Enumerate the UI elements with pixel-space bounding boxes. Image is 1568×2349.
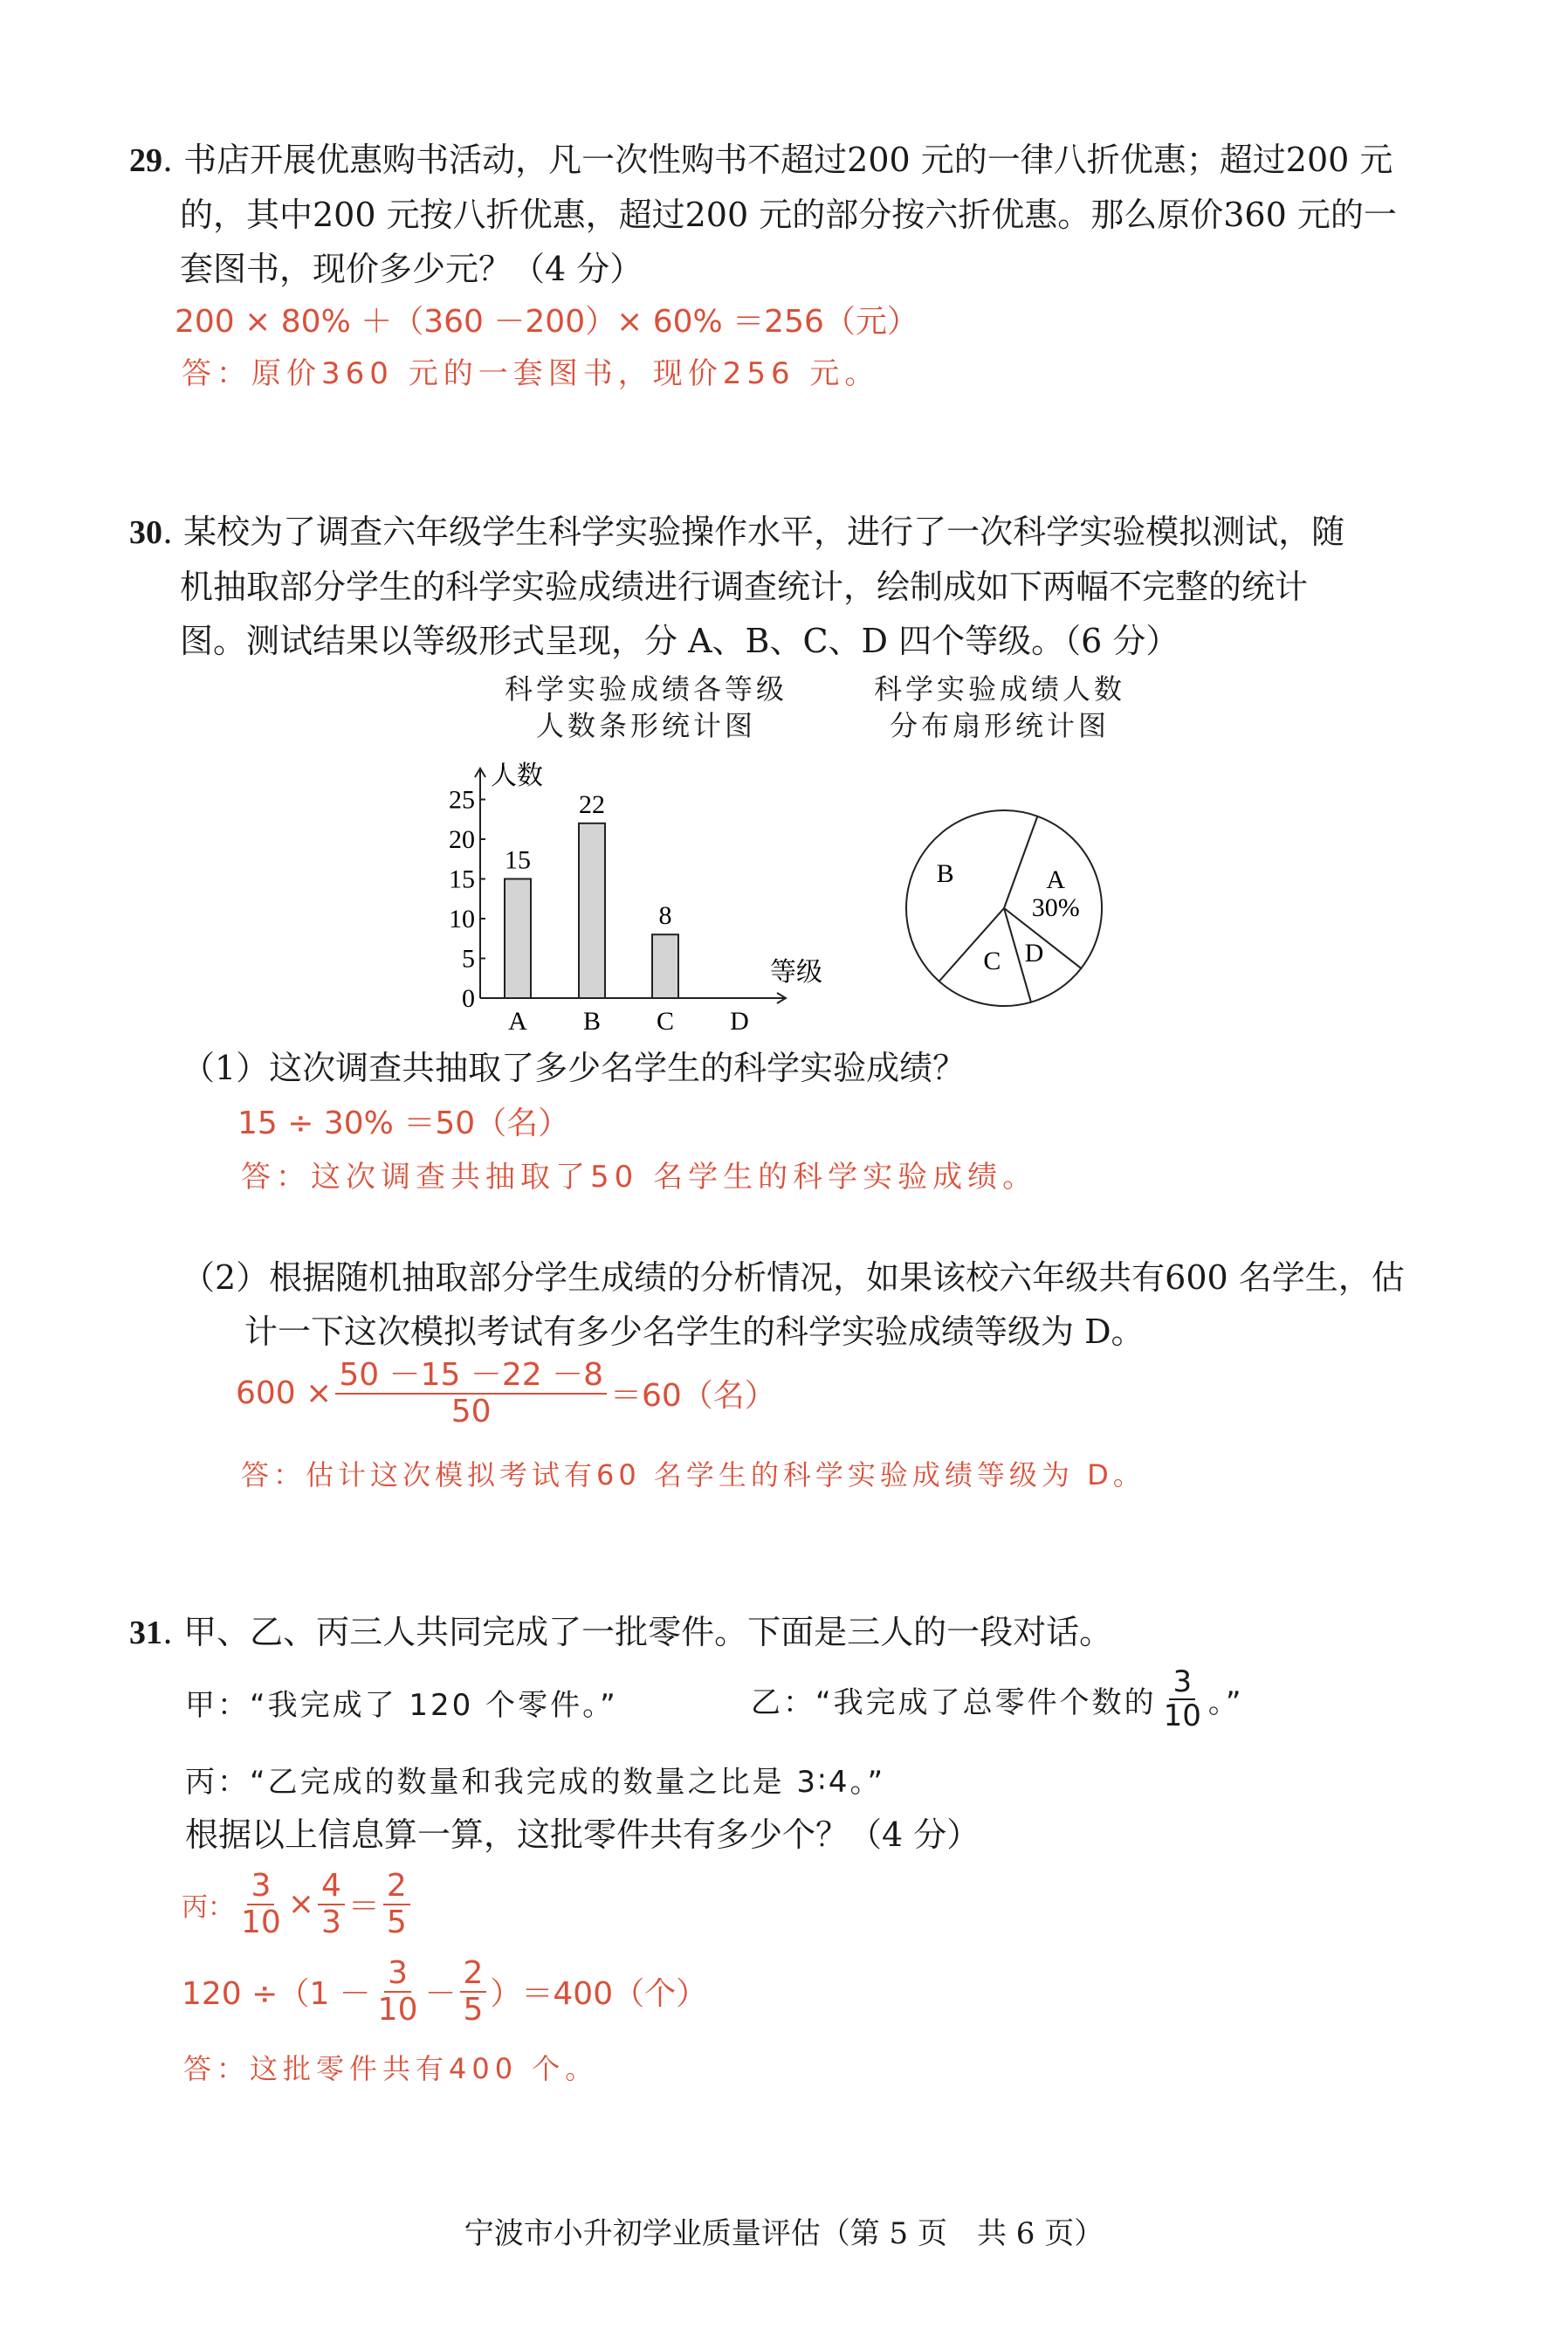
pie-chart-title xyxy=(847,671,1152,744)
y-tick-label: 20 xyxy=(449,825,475,854)
fraction-denominator: 5 xyxy=(463,1991,484,2028)
fraction-denominator: 50 xyxy=(450,1393,492,1429)
question-text-line: 图。测试结果以等级形式呈现，分 A、B、C、D 四个等级。（6 分） xyxy=(180,622,1179,660)
y-tick-label: 15 xyxy=(449,865,475,894)
pie-chart-title-line: 分布扇形统计图 xyxy=(889,709,1110,742)
page-footer: 宁波市小升初学业质量评估（第 5 页 共 6 页） xyxy=(464,2216,1104,2251)
bar-chart-title-line: 科学实验成绩各等级 xyxy=(504,672,787,706)
slice-label: C xyxy=(983,947,1001,976)
fraction-numerator: 3 xyxy=(247,1869,274,1905)
slice-label: A xyxy=(1046,865,1066,895)
slice-label: B xyxy=(936,858,954,888)
question-30 xyxy=(129,505,1413,668)
fraction xyxy=(1160,1666,1205,1733)
answer-statement: 答：估计这次模拟考试有60 名学生的科学实验成绩等级为 D。 xyxy=(241,1458,1145,1491)
dialogue-bing: 丙：“乙完成的数量和我完成的数量之比是 3∶4。” xyxy=(185,1765,886,1800)
question-text-line: . 甲、乙、丙三人共同完成了一批零件。下面是三人的一段对话。 xyxy=(162,1613,1113,1651)
calc-text: ＝60（名） xyxy=(610,1378,776,1415)
data-label: 8 xyxy=(658,901,672,931)
calc-operator: × xyxy=(287,1886,314,1923)
fraction-denominator: 10 xyxy=(241,1904,281,1940)
slice-label: D xyxy=(1024,939,1044,968)
dialogue-text: 。” xyxy=(1207,1684,1244,1720)
y-tick-label: 25 xyxy=(449,785,475,815)
question-number: 30 xyxy=(129,514,162,551)
answer-statement: 答：这批零件共有400 个。 xyxy=(183,2052,599,2085)
question-text-line: 的，其中200 元按八折优惠，超过200 元的部分按六折优惠。那么原价360 元的一 xyxy=(180,196,1397,234)
subquestion-1: （1）这次调查共抽取了多少名学生的科学实验成绩？ xyxy=(182,1049,966,1087)
question-29 xyxy=(129,133,1413,296)
fraction-denominator: 10 xyxy=(1163,1698,1201,1734)
answer-calculation: 200 × 80% ＋（360 －200）× 60% ＝256（元） xyxy=(175,304,918,340)
question-text-line: 计一下这次模拟考试有多少名学生的科学实验成绩等级为 D。 xyxy=(244,1312,1145,1351)
fraction xyxy=(375,1956,422,2027)
fraction xyxy=(335,1358,607,1429)
x-tick-label: D xyxy=(730,1007,749,1036)
answer-calculation xyxy=(182,1869,414,1939)
bar-chart-title xyxy=(471,671,821,744)
subquestion-2 xyxy=(182,1250,1405,1359)
fraction-numerator: 4 xyxy=(318,1869,345,1905)
question-ask: 根据以上信息算一算，这批零件共有多少个？（4 分） xyxy=(185,1815,980,1854)
fraction-numerator: 2 xyxy=(383,1869,410,1905)
calc-operator: － xyxy=(424,1976,457,2013)
dialogue-jia: 甲：“我完成了 120 个零件。” xyxy=(185,1688,618,1723)
x-tick-label: C xyxy=(656,1007,675,1036)
answer-calculation xyxy=(236,1358,776,1429)
bar xyxy=(652,934,678,998)
fraction-numerator: 2 xyxy=(460,1956,487,1993)
question-text-line: . 某校为了调查六年级学生科学实验操作水平，进行了一次科学实验模拟测试，随 xyxy=(162,513,1345,551)
x-tick-label: A xyxy=(508,1007,527,1036)
y-tick-label: 5 xyxy=(462,944,475,974)
fraction-denominator: 3 xyxy=(320,1904,341,1940)
y-tick-label: 0 xyxy=(462,984,475,1013)
answer-statement: 答：原价360 元的一套图书，现价256 元。 xyxy=(182,356,880,391)
bar-chart-title-line: 人数条形统计图 xyxy=(535,709,756,742)
x-axis-label: 等级 xyxy=(770,957,822,988)
pie-chart xyxy=(891,795,1118,1022)
fraction-numerator: 50 －15 －22 －8 xyxy=(335,1358,607,1395)
y-axis-label: 人数 xyxy=(491,761,543,791)
dialogue-text: 乙：“我完成了总零件个数的 xyxy=(751,1684,1157,1720)
question-text-line: . 书店开展优惠购书活动，凡一次性购书不超过200 元的一律八折优惠；超过200 元 xyxy=(162,141,1393,179)
dialogue-yi xyxy=(751,1666,1244,1733)
data-label: 15 xyxy=(505,845,531,875)
y-tick-label: 10 xyxy=(449,905,475,933)
bar xyxy=(579,823,605,998)
answer-calculation xyxy=(182,1956,707,2027)
calc-operator: ＝ xyxy=(347,1889,380,1925)
question-text-line: 机抽取部分学生的科学实验成绩进行调查统计，绘制成如下两幅不完整的统计 xyxy=(180,568,1309,606)
data-label: 22 xyxy=(579,789,605,819)
pie-chart-title-line: 科学实验成绩人数 xyxy=(873,672,1125,706)
fraction xyxy=(237,1869,285,1939)
calc-text: 600 × xyxy=(236,1375,333,1412)
fraction-numerator: 3 xyxy=(1169,1666,1195,1700)
calc-text: ）＝400（个） xyxy=(490,1976,708,2013)
fraction-denominator: 5 xyxy=(386,1904,407,1940)
bar xyxy=(505,879,531,999)
fraction-numerator: 3 xyxy=(384,1956,411,1993)
question-text-line: 套图书，现价多少元？（4 分） xyxy=(180,250,643,288)
question-number: 31 xyxy=(129,1615,162,1651)
fraction xyxy=(318,1869,345,1939)
fraction xyxy=(460,1956,487,2027)
calc-label: 丙： xyxy=(182,1891,234,1923)
answer-statement: 答：这次调查共抽取了50 名学生的科学实验成绩。 xyxy=(241,1160,1038,1195)
question-text-line: （2）根据随机抽取部分学生成绩的分析情况，如果该校六年级共有600 名学生，估 xyxy=(182,1258,1405,1297)
calc-text: 120 ÷（1 － xyxy=(182,1976,371,2013)
fraction xyxy=(383,1869,410,1939)
fraction-denominator: 10 xyxy=(377,1991,418,2028)
x-tick-label: B xyxy=(582,1007,602,1036)
question-number: 29 xyxy=(129,142,162,179)
answer-calculation: 15 ÷ 30% ＝50（名） xyxy=(237,1106,570,1141)
question-31 xyxy=(129,1605,1112,1660)
bar-chart xyxy=(419,751,856,1039)
slice-percent-label: 30% xyxy=(1031,893,1080,923)
